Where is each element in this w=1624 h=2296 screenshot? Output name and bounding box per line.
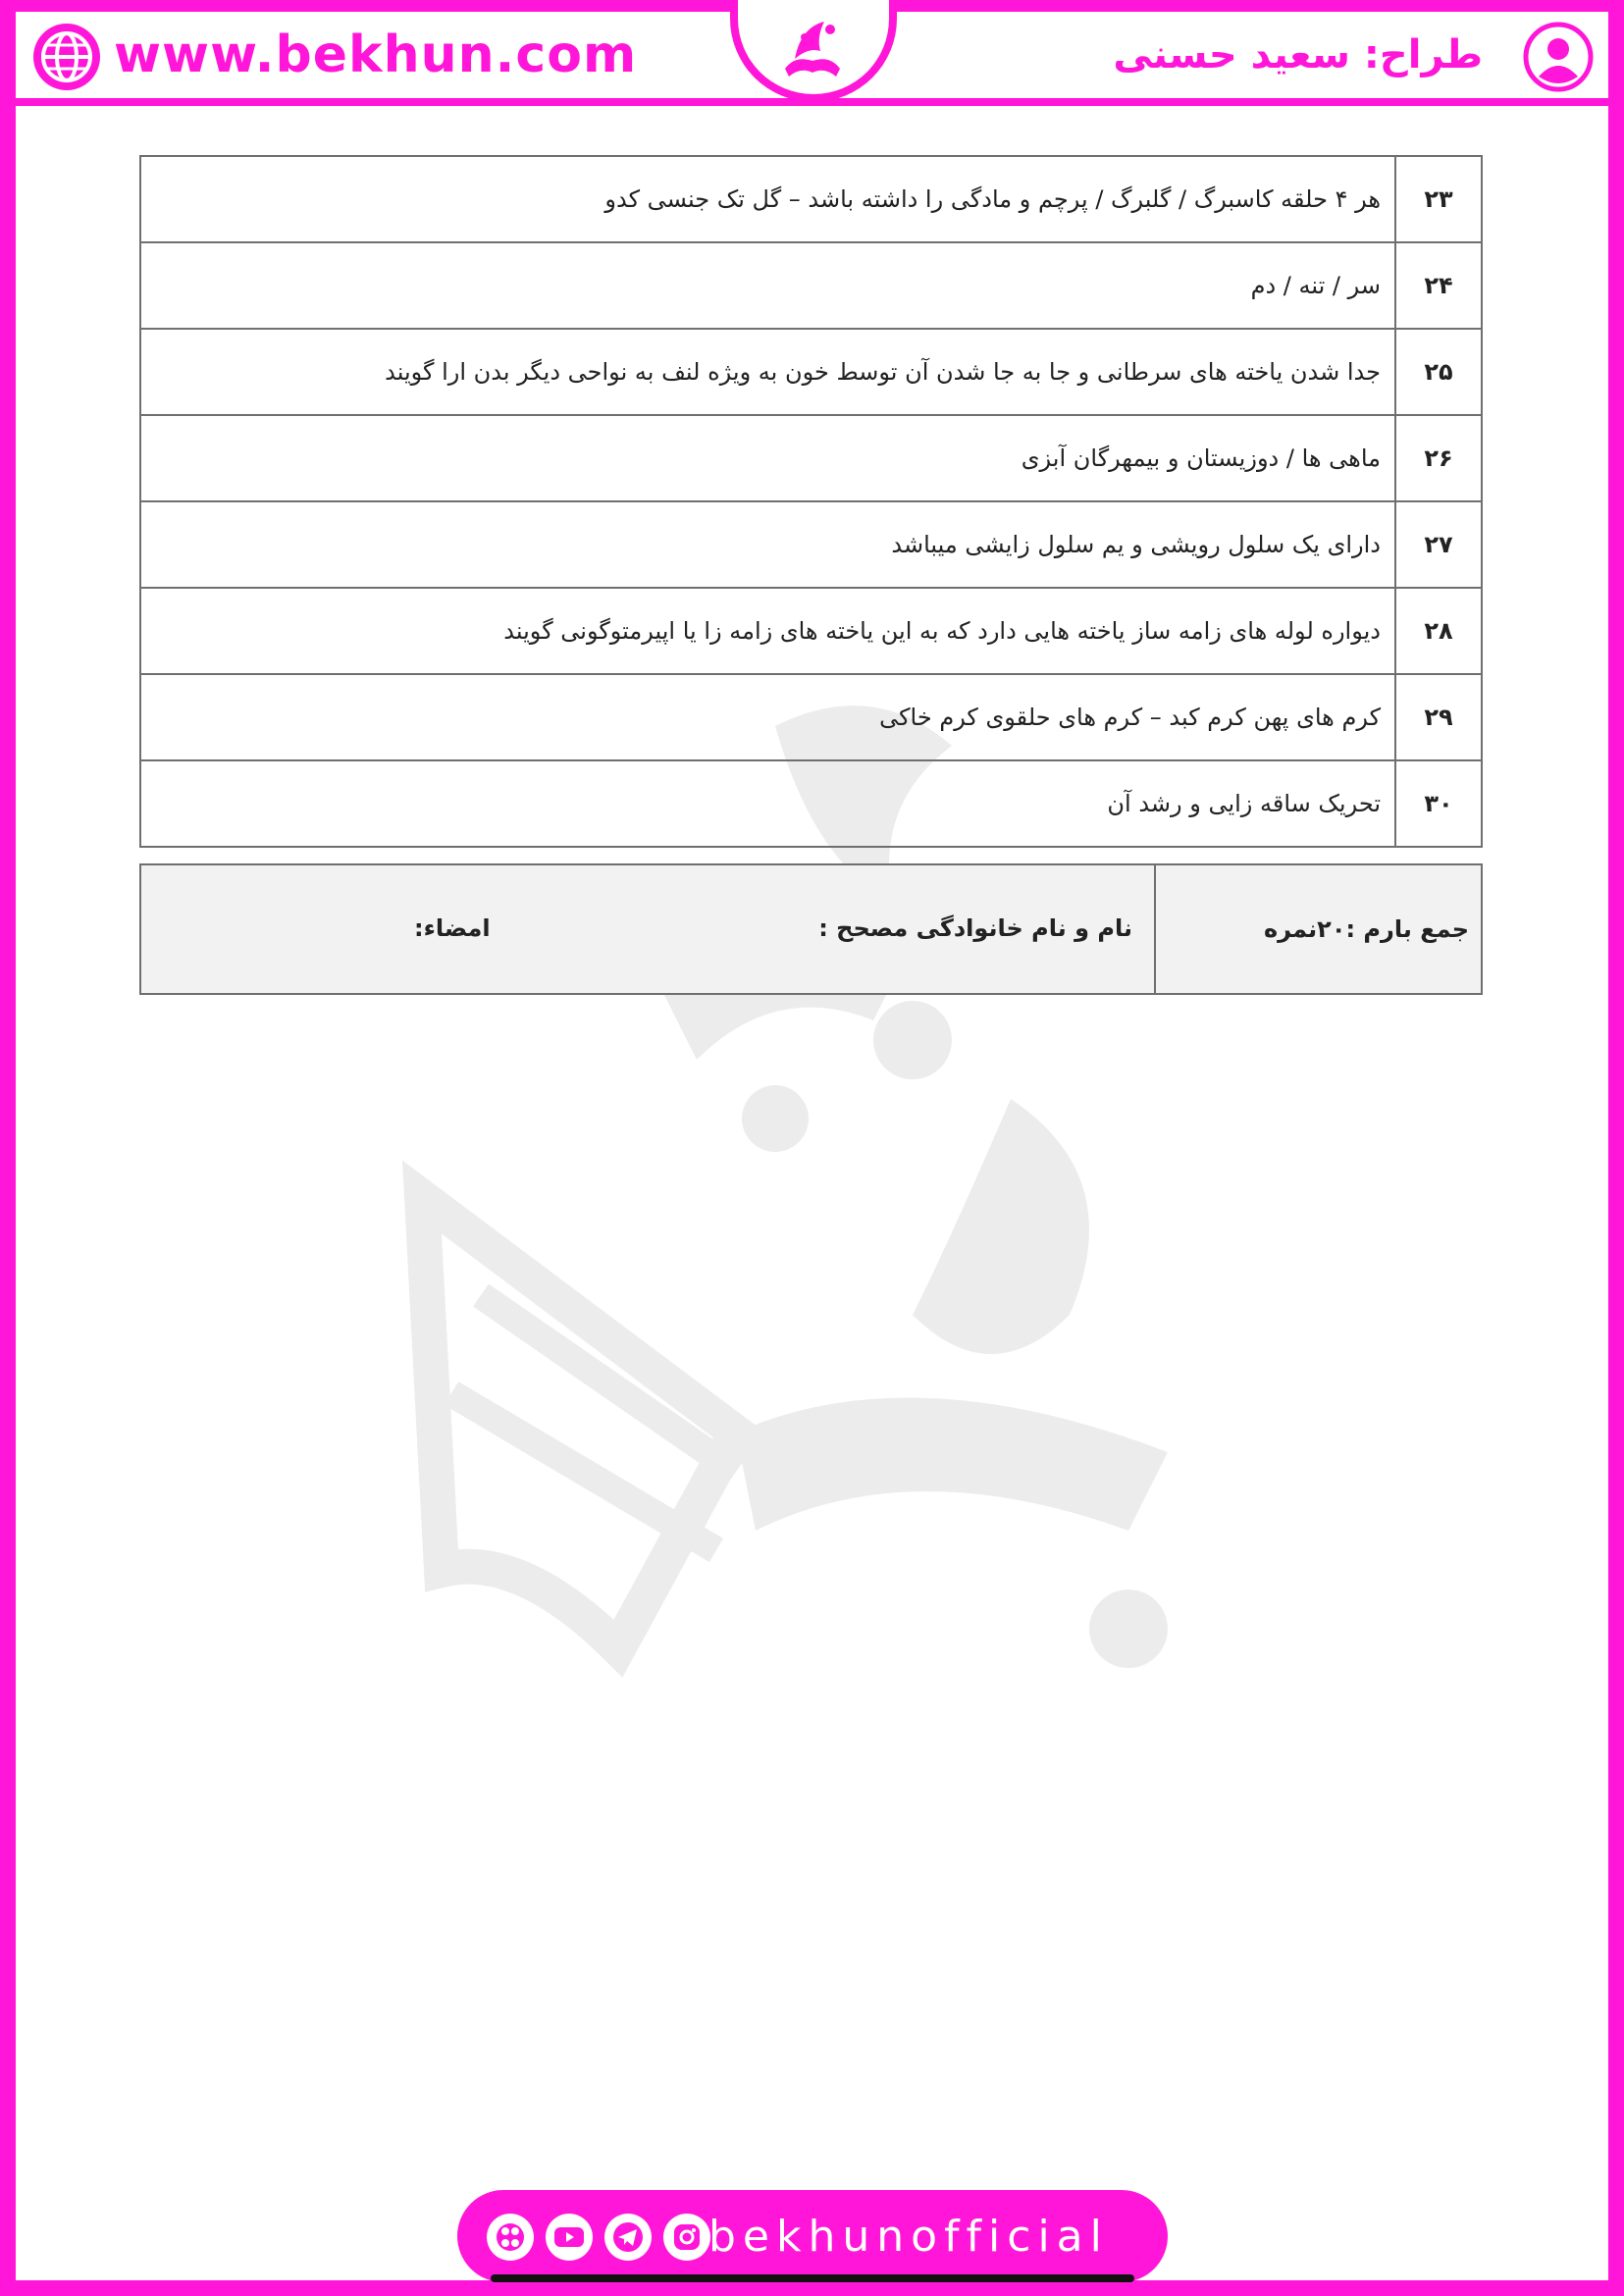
answers-table: [139, 155, 1483, 848]
answer-text: جدا شدن یاخته های سرطانی و جا به جا شدن آن توسط خون به ویژه لنف به نواحی دیگر بدن ارا گویند: [140, 329, 1395, 415]
table-row: [140, 674, 1482, 760]
grader-name-label: نام و نام خانوادگی مصحح :: [818, 914, 1132, 942]
answer-text: سر / تنه / دم: [140, 242, 1395, 329]
total-score: جمع بارم :۲۰نمره: [1155, 864, 1482, 994]
answer-text: تحریک ساقه زایی و رشد آن: [140, 760, 1395, 847]
question-number: ۲۷: [1395, 501, 1482, 588]
grader-cell: [140, 864, 1155, 994]
score-table: [139, 863, 1483, 995]
question-number: ۲۴: [1395, 242, 1482, 329]
table-row: [140, 329, 1482, 415]
social-handle[interactable]: bekhunofficial: [708, 2212, 1109, 2262]
question-number: ۲۵: [1395, 329, 1482, 415]
question-number: ۲۳: [1395, 156, 1482, 242]
question-number: ۲۶: [1395, 415, 1482, 501]
globe-icon[interactable]: [31, 22, 102, 92]
bekhun-logo-icon: [765, 8, 860, 94]
instagram-icon[interactable]: [663, 2214, 710, 2261]
table-row: [140, 588, 1482, 674]
question-number: ۳۰: [1395, 760, 1482, 847]
answer-text: هر ۴ حلقه کاسبرگ / گلبرگ / پرچم و مادگی را داشته باشد – گل تک جنسی کدو: [140, 156, 1395, 242]
social-icons: [487, 2214, 710, 2261]
aparat-icon[interactable]: [487, 2214, 534, 2261]
table-row: [140, 760, 1482, 847]
answer-text: کرم های پهن کرم کبد – کرم های حلقوی کرم خاکی: [140, 674, 1395, 760]
table-row: [140, 415, 1482, 501]
question-number: ۲۹: [1395, 674, 1482, 760]
youtube-icon[interactable]: [546, 2214, 593, 2261]
table-row: [140, 864, 1482, 994]
site-url[interactable]: www.bekhun.com: [114, 26, 638, 84]
table-row: [140, 501, 1482, 588]
answer-text: ماهی ها / دوزیستان و بیمهرگان آبزی: [140, 415, 1395, 501]
answer-text: دیواره لوله های زامه ساز یاخته هایی دارد که به این یاخته های زامه زا یا اپیرمتوگونی گویند: [140, 588, 1395, 674]
telegram-icon[interactable]: [604, 2214, 652, 2261]
question-number: ۲۸: [1395, 588, 1482, 674]
footer-shadow: [491, 2274, 1134, 2282]
signature-label: امضاء:: [414, 914, 491, 942]
user-circle-icon: [1523, 22, 1594, 92]
table-row: [140, 242, 1482, 329]
table-row: [140, 156, 1482, 242]
designer-credit: طراح: سعید حسنی: [1113, 32, 1483, 78]
answer-text: دارای یک سلول رویشی و یم سلول زایشی میباشد: [140, 501, 1395, 588]
